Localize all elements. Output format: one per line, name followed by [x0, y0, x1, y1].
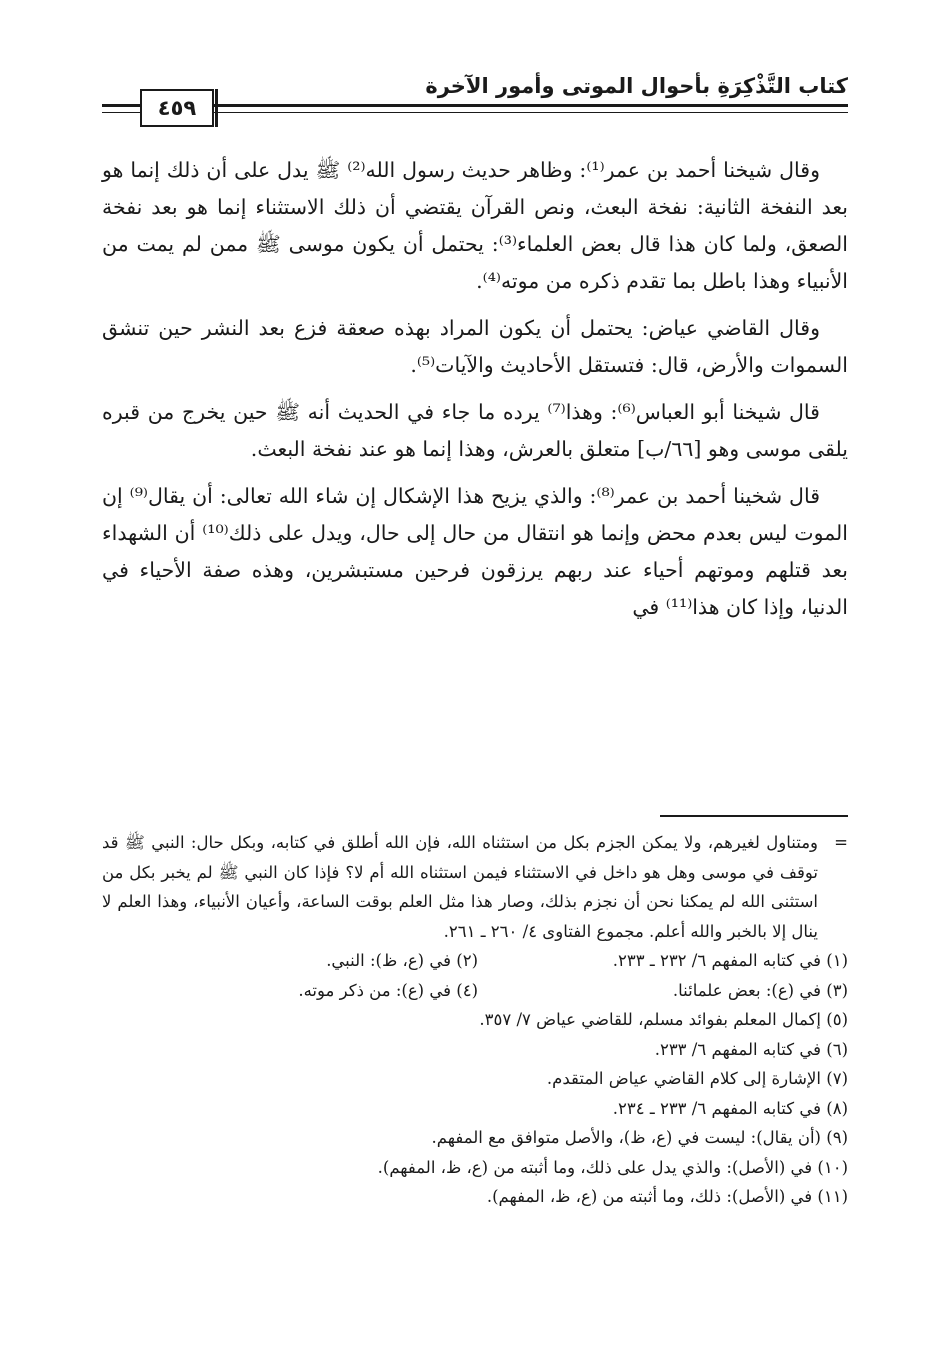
footnote-continuation: [102, 828, 848, 946]
footnotes: [102, 828, 848, 1212]
footnote-9: (٩) (أن يقال): ليست في (ع، ظ)، والأصل متوافق مع المفهم.: [431, 1128, 848, 1147]
footnote-row-1-2: [102, 946, 848, 976]
footnote-3: (٣) في (ع): بعض علمائنا.: [672, 980, 848, 1000]
footnote-8: (٨) في كتابه المفهم ٦/ ٢٣٣ ـ ٢٣٤.: [612, 1098, 848, 1118]
footnote-11: (١١) في (الأصل): ذلك، وما أثبته من (ع، ظ، المفهم).: [486, 1187, 848, 1206]
footnote-10: (١٠) في (الأصل): والذي يدل على ذلك، وما أثبته من (ع، ظ، المفهم).: [377, 1157, 848, 1177]
footnote-4: (٤) في (ع): من ذكر موته.: [298, 980, 478, 1000]
paragraph-2: وقال القاضي عياض: يحتمل أن يكون المراد بهذه صعقة فزع بعد النشر حين تنشق السموات والأرض، قال: فتستقل الأحاديث والآيات⁽⁵⁾.: [102, 316, 848, 377]
paragraph-4: قال شخينا أحمد بن عمر⁽⁸⁾: والذي يزيح هذا الإشكال إن شاء الله تعالى: أن يقال⁽⁹⁾ إن الموت ليس بعدم محض وإنما هو انتقال من حال إلى حال، ويدل على ذلك⁽¹⁰⁾ أن الشهداء بعد قتلهم وموتهم أحياء عند ربهم يرزقون فرحين مستبشرين، وهذه صفة الأحياء في الدنيا، وإذا كان هذا⁽¹¹⁾ في: [102, 484, 848, 619]
main-text: [102, 152, 848, 636]
paragraph-3: قال شيخنا أبو العباس⁽⁶⁾: وهذا⁽⁷⁾ يرده ما جاء في الحديث أنه ﷺ حين يخرج من قبره يلقى موسى وهو [٦٦/ب] متعلق بالعرش، وهذا إنما هو عند نفخة البعث.: [102, 400, 848, 461]
page-number: ٤٥٩: [140, 89, 214, 127]
paragraph-1: وقال شيخنا أحمد بن عمر⁽¹⁾: وظاهر حديث رسول الله⁽²⁾ ﷺ يدل على أن ذلك إنما هو بعد النفخة الثانية: نفخة البعث، ونص القرآن يقتضي أن ذلك الاستثناء إنما هو بعد نفخة الصعق، ولما كان هذا قال بعض العلماء⁽³⁾: يحتمل أن يكون موسى ﷺ ممن لم يمت من الأنبياء وهذا باطل بما تقدم ذكره من موته⁽⁴⁾.: [102, 158, 848, 293]
footnote-1: (١) في كتابه المفهم ٦/ ٢٣٢ ـ ٢٣٣.: [612, 951, 848, 970]
continuation-text: ومتناول لغيرهم، ولا يمكن الجزم بكل من استثناه الله، فإن الله أطلق في كتابه، وبكل حال: النبي ﷺ قد توقف في موسى وهل هو داخل في الاستثناء فيمن استثناه الله أم لا؟ فإذا كان النبي ﷺ لم يخبر بكل من استثنى الله لم يمكنا نحن أن نجزم بذلك، وصار هذا مثل العلم بوقت الساعة، وأعيان الأنبياء، وهذا العلم لا ينال إلا بالخبر والله أعلم. مجموع الفتاوى ٤/ ٢٦٠ ـ ٢٦١.: [102, 833, 818, 941]
footnote-row-3-4: [102, 976, 848, 1006]
footnote-5: (٥) إكمال المعلم بفوائد مسلم، للقاضي عياض ٧/ ٣٥٧.: [479, 1010, 848, 1029]
footnote-7: (٧) الإشارة إلى كلام القاضي عياض المتقدم.: [546, 1069, 848, 1088]
running-header-title: كتاب التَّذْكِرَةِ بأحوال الموتى وأمور الآخرة: [425, 74, 848, 98]
footnote-2: (٢) في (ع، ظ): النبي.: [326, 951, 478, 970]
footnote-6: (٦) في كتابه المفهم ٦/ ٢٣٣.: [654, 1039, 848, 1059]
continuation-marker: =: [834, 833, 848, 852]
footnote-separator: [660, 815, 848, 817]
